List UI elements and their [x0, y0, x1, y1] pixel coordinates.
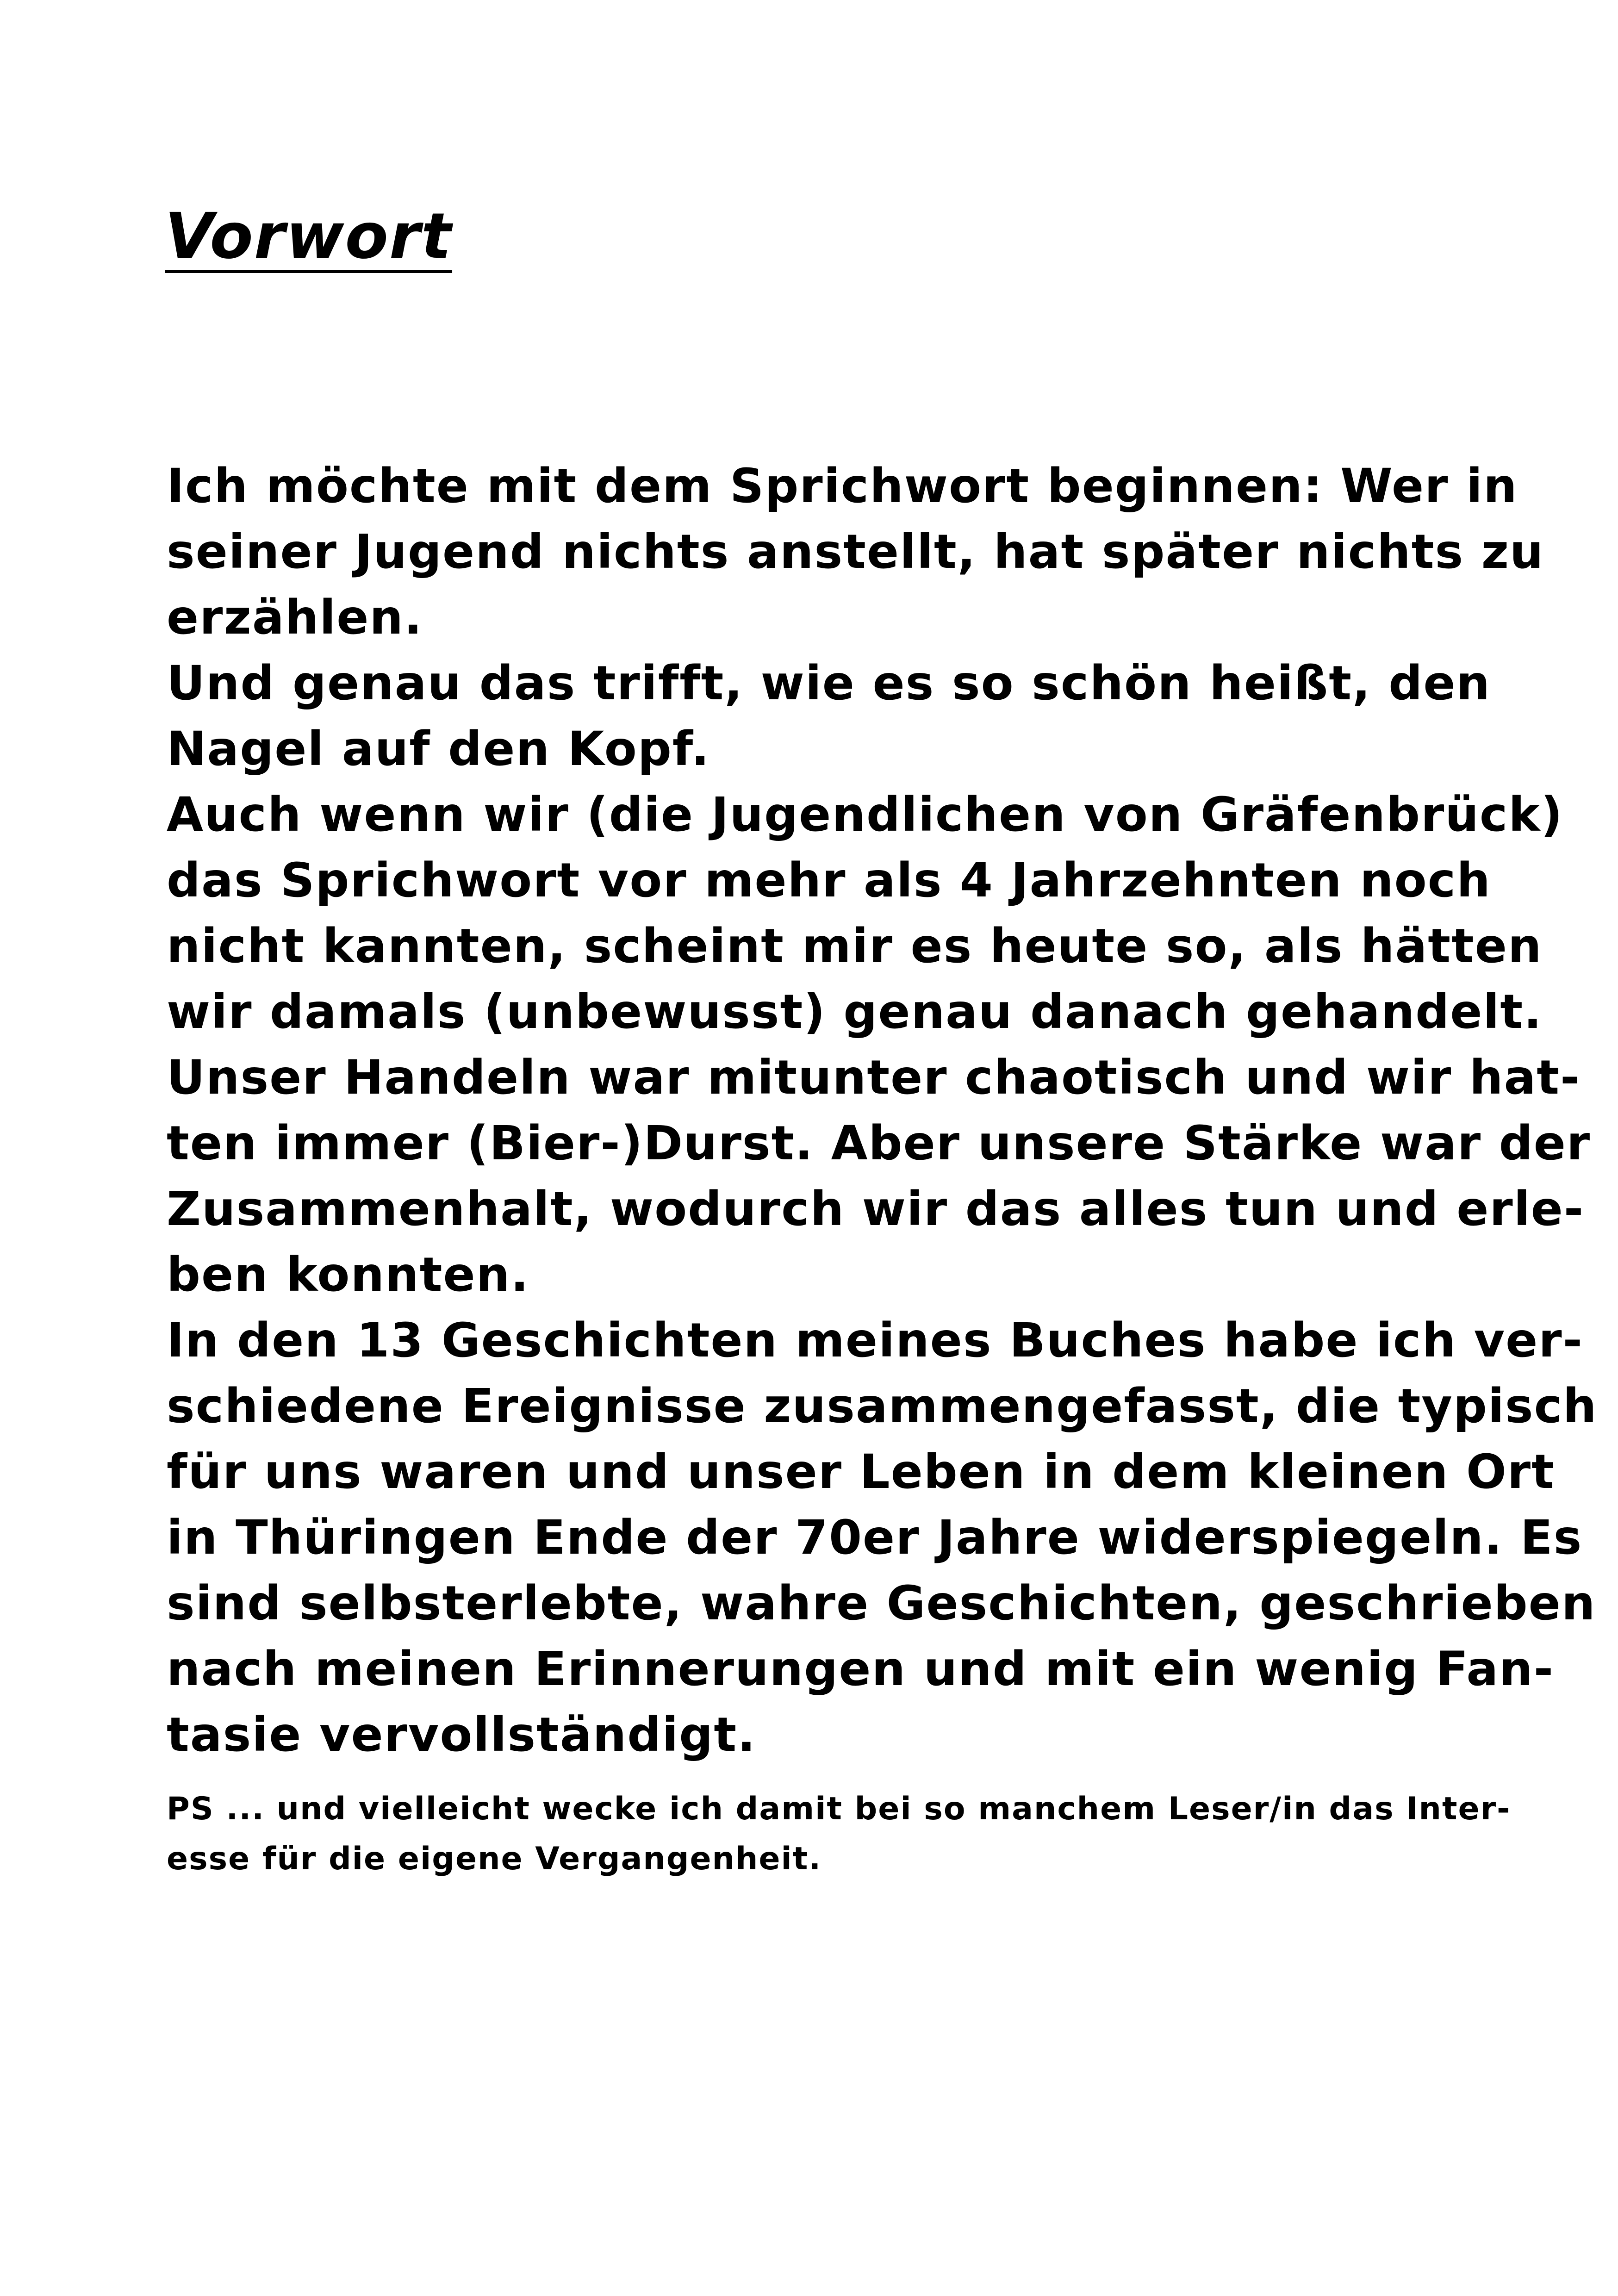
text-line: nach meinen Erinnerungen und mit ein wenig Fan- [167, 1642, 1555, 1697]
text-line: wir damals (unbewusst) genau danach gehandelt. [167, 984, 1543, 1039]
text-line: erzählen. [167, 590, 423, 645]
text-line: ten immer (Bier-)Durst. Aber unsere Stärke war der [167, 1116, 1591, 1171]
postscript [167, 1784, 1511, 1884]
foreword-body [167, 454, 1598, 1768]
page-title: Vorwort [165, 200, 453, 273]
text-line: In den 13 Geschichten meines Buches habe ich ver- [167, 1313, 1583, 1368]
text-line: schiedene Ereignisse zusammengefasst, die typisch [167, 1379, 1598, 1434]
text-line: ben konnten. [167, 1247, 530, 1302]
text-line: in Thüringen Ende der 70er Jahre widerspiegeln. Es [167, 1510, 1583, 1565]
text-line: sind selbsterlebte, wahre Geschichten, geschrieben [167, 1576, 1596, 1631]
text-line: tasie vervollständigt. [167, 1707, 756, 1762]
text-line: das Sprichwort vor mehr als 4 Jahrzehnten noch [167, 853, 1491, 908]
postscript-line: PS ... und vielleicht wecke ich damit bei so manchem Leser/in das Inter- [167, 1791, 1511, 1827]
text-line: nicht kannten, scheint mir es heute so, als hätten [167, 919, 1543, 974]
text-line: Unser Handeln war mitunter chaotisch und wir hat- [167, 1050, 1581, 1105]
text-line: Nagel auf den Kopf. [167, 722, 710, 777]
text-line: Auch wenn wir (die Jugendlichen von Gräfenbrück) [167, 787, 1563, 842]
text-line: Und genau das trifft, wie es so schön heißt, den [167, 656, 1491, 711]
text-line: seiner Jugend nichts anstellt, hat später nichts zu [167, 524, 1544, 579]
text-line: Zusammenhalt, wodurch wir das alles tun und erle- [167, 1182, 1585, 1237]
postscript-line: esse für die eigene Vergangenheit. [167, 1841, 822, 1877]
text-line: für uns waren und unser Leben in dem kleinen Ort [167, 1444, 1555, 1500]
text-line: Ich möchte mit dem Sprichwort beginnen: Wer in [167, 459, 1518, 514]
